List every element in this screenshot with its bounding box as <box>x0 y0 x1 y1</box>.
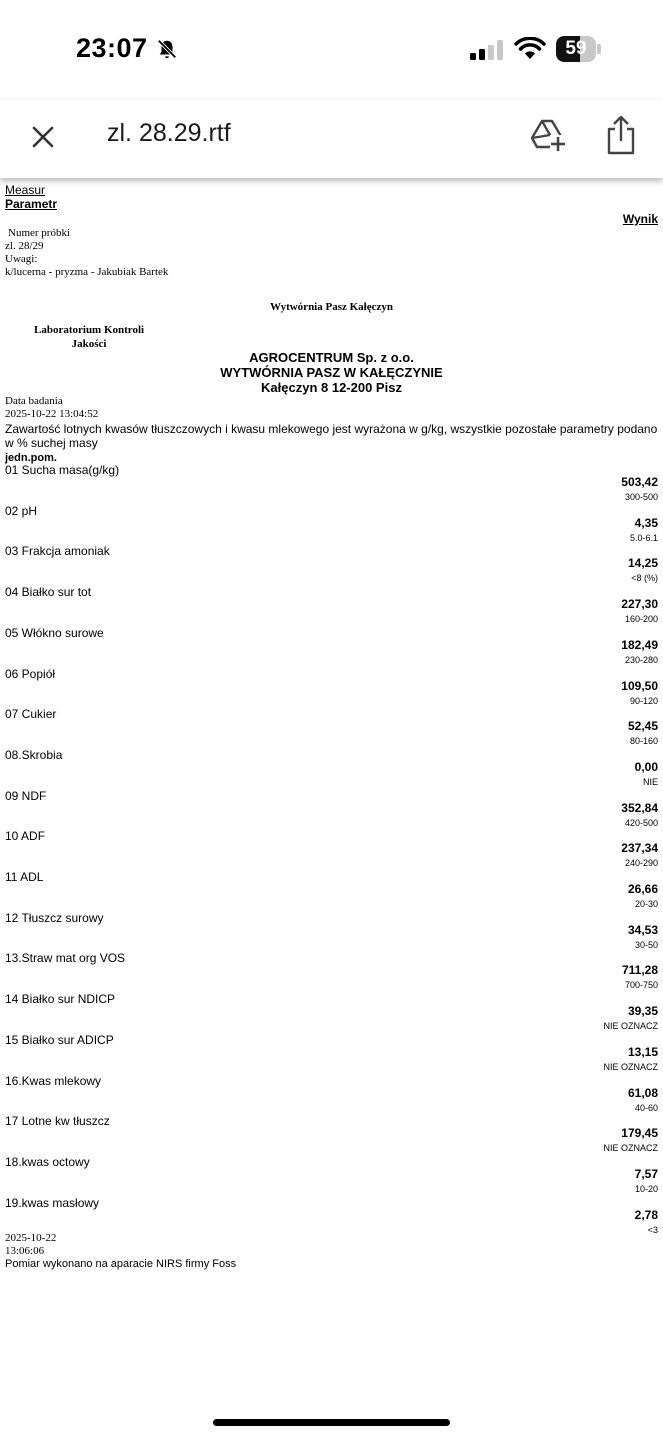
parameter-value: 7,57 <box>634 1166 658 1181</box>
parameter-norm: 240-290 <box>624 858 658 869</box>
parameter-row <box>0 707 663 747</box>
measur-label: Measur <box>5 183 46 197</box>
parameter-name: 01 Sucha masa(g/kg) <box>5 463 120 477</box>
parameter-name: 07 Cukier <box>5 707 57 722</box>
parameter-value: 2,78 <box>634 1207 658 1222</box>
parameter-row <box>0 829 663 869</box>
wynik-header: Wynik <box>622 212 658 226</box>
parameter-value: 4,35 <box>634 515 658 530</box>
footer-note: Pomiar wykonano na aparacie NIRS firmy Foss <box>5 1258 237 1270</box>
parameter-value: 352,84 <box>621 800 658 815</box>
parameter-value: 26,66 <box>627 882 658 896</box>
footer-time: 13:06:06 <box>5 1245 45 1257</box>
parameter-name: 12 Tłuszcz surowy <box>5 910 104 925</box>
parameter-value: 711,28 <box>621 963 658 978</box>
parameter-name: 08.Skrobia <box>5 747 63 762</box>
parameter-row <box>0 626 663 666</box>
parameter-norm: <8 (%) <box>631 573 658 584</box>
parameter-row <box>0 911 663 951</box>
parameter-name: 05 Włókno surowe <box>5 625 104 640</box>
share-icon[interactable] <box>604 114 638 156</box>
footer-date: 2025-10-22 <box>5 1232 57 1244</box>
add-to-drive-icon[interactable] <box>530 117 566 153</box>
parameter-norm: NIE <box>642 776 658 787</box>
parameter-name: 19.kwas masłowy <box>5 1195 100 1210</box>
parameter-norm: 700-750 <box>624 980 658 991</box>
company-line-2: WYTWÓRNIA PASZ W KAŁĘCZYNIE <box>220 365 443 380</box>
company-line-1: AGROCENTRUM Sp. z o.o. <box>249 350 414 365</box>
parameter-name: 14 Białko sur NDICP <box>5 992 116 1007</box>
parameter-row <box>0 544 663 584</box>
parameter-row <box>0 951 663 991</box>
parameter-norm: 80-160 <box>629 736 658 747</box>
sample-info <box>5 227 168 279</box>
company-line-3: Kałęczyn 8 12-200 Pisz <box>261 380 402 395</box>
units-note: Zawartość lotnych kwasów tłuszczowych i kwasu mlekowego jest wyrażona w g/kg, wszystkie pozostałe parametry podano w % suchej masy <box>5 422 658 450</box>
parameter-name: 15 Białko sur ADICP <box>5 1032 114 1047</box>
parameter-row <box>0 870 663 910</box>
parameter-row <box>0 1114 663 1154</box>
parameter-norm: 230-280 <box>624 654 658 665</box>
parametr-header: Parametr <box>5 197 58 211</box>
parameter-norm: 5.0-6.1 <box>629 532 658 543</box>
parameter-norm: 300-500 <box>624 492 658 502</box>
parameter-name: 10 ADF <box>5 829 46 844</box>
parameter-norm: 90-120 <box>629 695 658 706</box>
parameter-row <box>0 504 663 544</box>
remarks-value: k/lucerna - pryzma - Jakubiak Bartek <box>5 266 169 278</box>
lab-name <box>34 323 144 351</box>
parameter-row <box>0 748 663 788</box>
parameter-value: 227,30 <box>621 597 658 612</box>
parameter-norm: NIE OZNACZ <box>603 1021 658 1032</box>
parameter-row <box>0 1033 663 1073</box>
parameter-name: 06 Popiół <box>5 666 56 681</box>
parameter-value: 39,35 <box>627 1004 658 1019</box>
parameter-value: 182,49 <box>621 637 658 652</box>
status-bar <box>0 0 663 100</box>
parameter-norm: 420-500 <box>624 817 658 828</box>
home-indicator[interactable] <box>213 1419 450 1426</box>
parameter-norm: NIE OZNACZ <box>603 1143 658 1154</box>
parameter-value: 34,53 <box>627 922 658 937</box>
battery-percent: 59 <box>565 38 587 59</box>
parameter-norm: 40-60 <box>634 1102 658 1113</box>
sample-value: zl. 28/29 <box>5 240 44 252</box>
parameter-row <box>0 1074 663 1114</box>
parameter-row <box>0 585 663 625</box>
sample-label: Numer próbki <box>8 227 71 239</box>
parameter-value: 14,25 <box>627 556 658 571</box>
company-header <box>0 350 663 395</box>
parameter-name: 11 ADL <box>5 870 44 884</box>
parameter-name: 18.kwas octowy <box>5 1154 90 1169</box>
parameter-row <box>0 992 663 1032</box>
test-date <box>5 395 98 421</box>
date-label: Data badania <box>5 395 63 407</box>
date-value: 2025-10-22 13:04:52 <box>5 408 99 420</box>
parameter-value: 179,45 <box>621 1126 658 1141</box>
report-footer <box>5 1232 236 1271</box>
parameter-row <box>0 1196 663 1236</box>
parameter-norm: 10-20 <box>634 1183 658 1194</box>
parameter-name: 17 Lotne kw tłuszcz <box>5 1114 110 1129</box>
plant-name: Wytwórnia Pasz Kałęczyn <box>269 301 393 313</box>
status-time: 23:07 <box>76 33 148 63</box>
parameter-name: 02 pH <box>5 503 38 518</box>
unit-label: jedn.pom. <box>5 452 57 464</box>
remarks-label: Uwagi: <box>5 253 38 265</box>
parameter-norm: 20-30 <box>634 899 658 909</box>
viewer-toolbar <box>0 100 663 178</box>
parameter-value: 61,08 <box>627 1085 658 1100</box>
close-icon[interactable] <box>28 122 58 152</box>
parameter-name: 16.Kwas mlekowy <box>5 1073 102 1088</box>
parameter-name: 04 Białko sur tot <box>5 585 92 600</box>
parameter-row <box>0 667 663 707</box>
parameter-row <box>0 789 663 829</box>
cellular-signal-icon <box>470 40 504 60</box>
bell-slash-icon <box>156 38 178 60</box>
parameter-norm: 30-50 <box>634 939 658 950</box>
parameter-row <box>0 1155 663 1195</box>
parameter-norm: <3 <box>647 1224 658 1235</box>
file-title: zl. 28.29.rtf <box>107 119 231 147</box>
battery-icon <box>556 36 602 62</box>
parameter-value: 503,42 <box>621 475 658 489</box>
parameter-value: 109,50 <box>621 678 658 693</box>
parameter-value: 0,00 <box>634 759 658 774</box>
wifi-icon <box>514 37 546 61</box>
lab-line-2: Jakości <box>71 338 107 350</box>
parameter-value: 13,15 <box>627 1044 658 1059</box>
parameter-norm: NIE OZNACZ <box>603 1061 658 1072</box>
parameter-name: 09 NDF <box>5 788 47 803</box>
parameter-name: 03 Frakcja amoniak <box>5 544 110 559</box>
parameter-value: 237,34 <box>621 841 658 856</box>
lab-line-1: Laboratorium Kontroli <box>34 324 145 336</box>
parameter-norm: 160-200 <box>624 614 658 625</box>
parameter-row <box>0 463 663 503</box>
parameter-name: 13.Straw mat org VOS <box>5 951 126 966</box>
parameter-value: 52,45 <box>627 719 658 734</box>
